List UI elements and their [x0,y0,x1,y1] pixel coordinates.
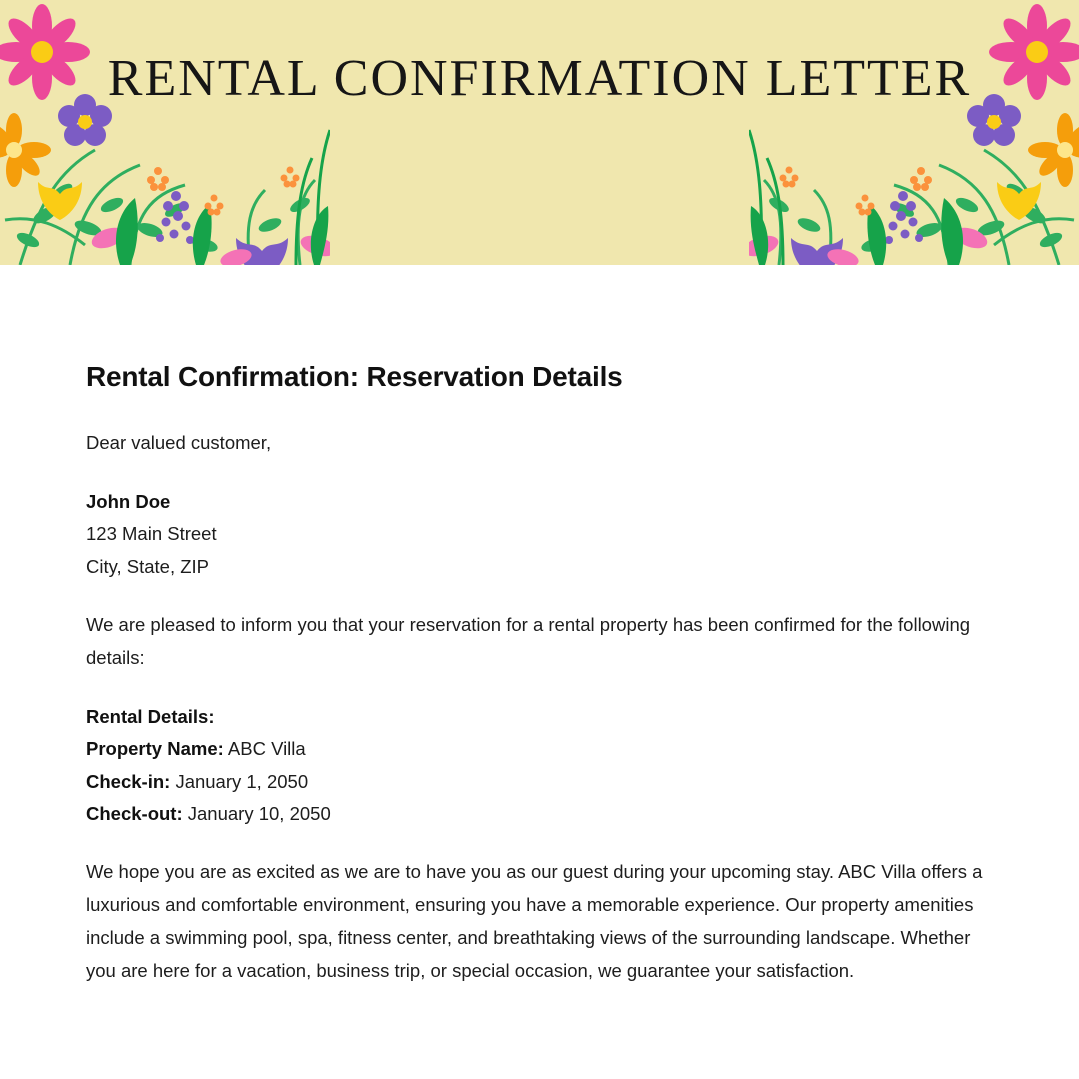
detail-label: Check-out: [86,803,183,825]
detail-row [86,798,993,830]
detail-value: January 1, 2050 [175,770,309,792]
detail-value: January 10, 2050 [187,803,331,825]
document-title: RENTAL CONFIRMATION LETTER [107,50,972,107]
recipient-address [86,486,993,583]
recipient-city-state-zip: City, State, ZIP [86,555,210,577]
intro-paragraph: We are pleased to inform you that your reservation for a rental property has been confirmed for the following details: [86,614,971,668]
salutation: Dear valued customer, [86,432,272,453]
closing-paragraph: We hope you are as excited as we are to have you as our guest during your upcoming stay. ABC Villa offers a luxurious and comfortable environment, ensuring you have a memorable experience. Our property amenities include a swimming pool, spa, fitness center, and breathtaking views of the surrounding landscape. Whether you are here for a vacation, business trip, or special occasion, we guarantee your satisfaction. [86,861,983,982]
letter-body [0,265,1079,988]
detail-row [86,766,993,798]
detail-row [86,733,993,765]
document-header-banner [0,0,1079,265]
recipient-name: John Doe [86,490,171,512]
section-heading: Rental Confirmation: Reservation Details [86,361,623,392]
floral-decoration-right [749,0,1079,265]
detail-value: ABC Villa [227,738,306,760]
rental-details-title: Rental Details: [86,705,215,727]
floral-decoration-left [0,0,330,265]
rental-details [86,701,993,831]
recipient-street: 123 Main Street [86,523,217,545]
detail-label: Check-in: [86,770,171,792]
detail-label: Property Name: [86,738,224,760]
